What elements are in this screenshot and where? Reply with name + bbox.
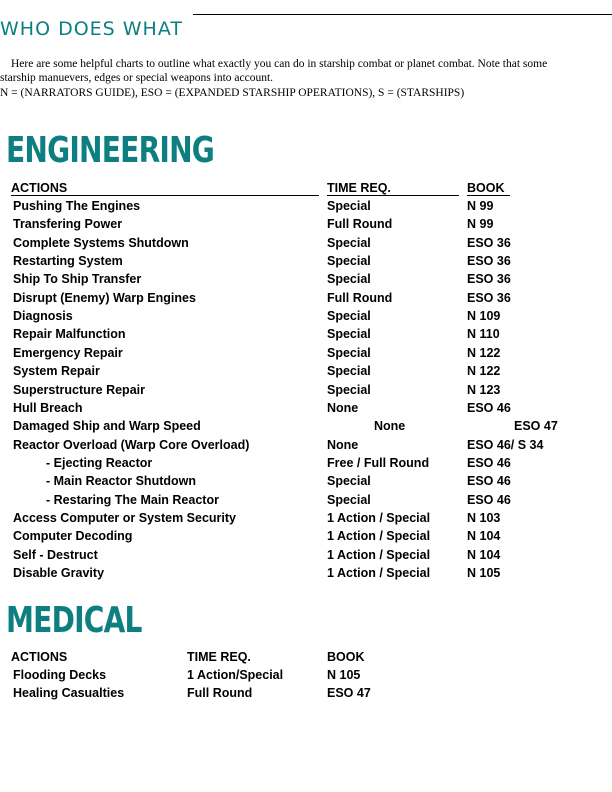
table-row <box>0 307 612 325</box>
time-cell: Special <box>327 254 371 269</box>
action-cell: Disable Gravity <box>13 566 105 580</box>
book-legend: N = (NARRATORS GUIDE), ESO = (EXPANDED STARSHIP OPERATIONS), S = (STARSHIPS) <box>0 87 465 99</box>
intro-line-1: Here are some helpful charts to outline what exactly you can do in starship combat or planet combat. Note that some <box>11 58 548 70</box>
time-cell: Special <box>327 272 371 287</box>
book-cell: N 99 <box>467 199 494 213</box>
intro-paragraph <box>0 57 612 85</box>
book-cell: N 99 <box>467 217 494 232</box>
book-cell: ESO 36 <box>467 272 511 287</box>
time-cell: 1 Action / Special <box>327 529 431 544</box>
action-cell: Access Computer or System Security <box>13 510 237 525</box>
book-cell: ESO 36 <box>467 290 511 305</box>
book-cell: ESO 46 <box>467 474 511 489</box>
book-cell: ESO 47 <box>327 686 371 701</box>
book-cell: ESO 47 <box>514 419 558 434</box>
time-cell: Free / Full Round <box>327 455 430 470</box>
action-cell: Diagnosis <box>13 309 73 324</box>
table-row <box>0 362 612 380</box>
time-cell: Special <box>327 327 371 342</box>
action-cell: Pushing The Engines <box>13 199 141 213</box>
table-row <box>0 234 612 252</box>
action-cell: Computer Decoding <box>13 529 133 544</box>
table-row <box>0 344 612 362</box>
book-cell: N 103 <box>467 510 501 525</box>
table-row <box>0 417 612 435</box>
time-cell: 1 Action / Special <box>327 566 431 580</box>
action-cell: System Repair <box>13 364 100 379</box>
table-row <box>0 527 612 545</box>
action-cell: Reactor Overload (Warp Core Overload) <box>13 437 250 452</box>
time-cell: Full Round <box>187 686 253 701</box>
time-cell: Special <box>327 364 371 379</box>
table-row <box>0 436 612 454</box>
time-cell: Special <box>327 474 371 489</box>
table-row <box>0 270 612 288</box>
book-cell: N 104 <box>467 529 501 544</box>
time-cell: 1 Action / Special <box>327 547 431 562</box>
action-cell: - Ejecting Reactor <box>46 455 153 470</box>
medical-book-header: BOOK <box>327 650 365 664</box>
time-cell: None <box>327 437 359 452</box>
table-row <box>0 399 612 417</box>
book-cell: N 110 <box>467 327 500 342</box>
time-cell: Full Round <box>327 217 393 232</box>
book-cell: N 122 <box>467 364 501 379</box>
book-cell: ESO 46 <box>467 400 511 415</box>
book-cell: N 104 <box>467 547 501 562</box>
book-cell: ESO 36 <box>467 254 511 269</box>
time-cell: None <box>374 419 406 434</box>
action-cell: Complete Systems Shutdown <box>13 235 189 250</box>
table-row <box>0 252 612 270</box>
time-cell: Special <box>327 235 371 250</box>
book-cell: ESO 46 <box>467 492 511 507</box>
table-row <box>0 491 612 509</box>
table-row <box>0 454 612 472</box>
top-rule <box>193 14 612 15</box>
time-cell: Special <box>327 382 371 397</box>
action-cell: Damaged Ship and Warp Speed <box>13 419 201 434</box>
page-title: WHO DOES WHAT <box>0 18 183 40</box>
action-cell: Healing Casualties <box>13 686 125 701</box>
engineering-book-header: BOOK <box>467 181 510 196</box>
table-row <box>0 472 612 490</box>
time-cell: Special <box>327 309 371 324</box>
book-cell: ESO 46 <box>467 455 511 470</box>
table-row <box>0 684 612 702</box>
action-cell: Disrupt (Enemy) Warp Engines <box>13 290 196 305</box>
action-cell: Flooding Decks <box>13 668 107 682</box>
action-cell: Superstructure Repair <box>13 382 145 397</box>
book-cell: ESO 46/ S 34 <box>467 437 544 452</box>
book-cell: N 105 <box>467 566 501 580</box>
table-row <box>0 215 612 233</box>
time-cell: None <box>327 400 359 415</box>
action-cell: Transfering Power <box>13 217 123 232</box>
table-row <box>0 197 612 215</box>
table-row <box>0 325 612 343</box>
action-cell: - Main Reactor Shutdown <box>46 474 196 489</box>
book-cell: N 123 <box>467 382 501 397</box>
engineering-time-header: TIME REQ. <box>327 181 459 196</box>
medical-heading: MEDICAL <box>6 600 142 641</box>
action-cell: Repair Malfunction <box>13 327 126 342</box>
intro-line-2: starship manuevers, edges or special weapons into account. <box>0 72 274 84</box>
time-cell: Special <box>327 492 371 507</box>
table-row <box>0 289 612 307</box>
action-cell: Self - Destruct <box>13 547 98 562</box>
book-cell: ESO 36 <box>467 235 511 250</box>
action-cell: Hull Breach <box>13 400 83 415</box>
table-row <box>0 666 612 684</box>
table-row <box>0 564 612 582</box>
table-row <box>0 509 612 527</box>
time-cell: 1 Action/Special <box>187 668 284 682</box>
action-cell: Ship To Ship Transfer <box>13 272 142 287</box>
engineering-actions-header: ACTIONS <box>11 181 319 196</box>
time-cell: 1 Action / Special <box>327 510 431 525</box>
action-cell: - Restaring The Main Reactor <box>46 492 219 507</box>
table-row <box>0 381 612 399</box>
action-cell: Emergency Repair <box>13 345 123 360</box>
engineering-heading: ENGINEERING <box>6 130 215 171</box>
table-row <box>0 546 612 564</box>
medical-actions-header: ACTIONS <box>11 650 68 664</box>
book-cell: N 105 <box>327 668 361 682</box>
time-cell: Special <box>327 345 371 360</box>
book-cell: N 109 <box>467 309 501 324</box>
medical-time-header: TIME REQ. <box>187 650 251 664</box>
book-cell: N 122 <box>467 345 501 360</box>
action-cell: Restarting System <box>13 254 123 269</box>
time-cell: Full Round <box>327 290 393 305</box>
time-cell: Special <box>327 199 371 213</box>
